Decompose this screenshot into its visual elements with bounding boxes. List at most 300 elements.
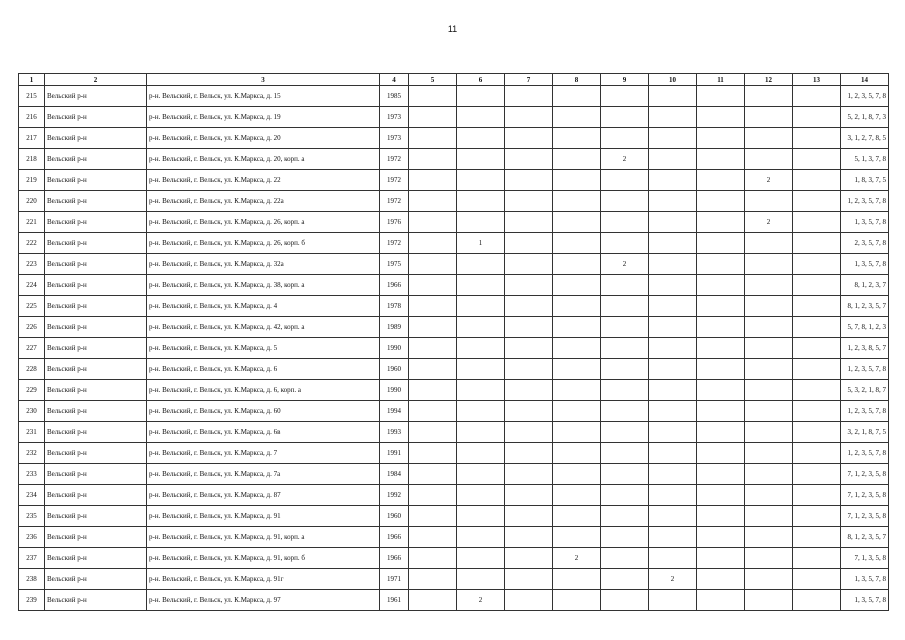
mark-cell-col-7	[505, 506, 553, 527]
mark-cell-col-6: 1	[457, 233, 505, 254]
mark-cell-col-10	[649, 317, 697, 338]
mark-cell-col-5	[409, 107, 457, 128]
row-number-cell: 222	[19, 233, 45, 254]
mark-cell-col-12	[745, 464, 793, 485]
mark-cell-col-9	[601, 485, 649, 506]
table-row	[19, 170, 889, 191]
table-row	[19, 212, 889, 233]
mark-cell-col-7	[505, 590, 553, 611]
mark-cell-col-9	[601, 275, 649, 296]
row-number-cell: 232	[19, 443, 45, 464]
row-number-cell: 224	[19, 275, 45, 296]
mark-cell-col-9	[601, 191, 649, 212]
mark-cell-col-8	[553, 317, 601, 338]
codes-cell: 1, 2, 3, 5, 7, 8	[841, 401, 889, 422]
year-cell: 1973	[380, 107, 409, 128]
mark-cell-col-8	[553, 296, 601, 317]
row-number-cell: 233	[19, 464, 45, 485]
mark-cell-col-9	[601, 170, 649, 191]
mark-cell-col-8	[553, 191, 601, 212]
year-cell: 1972	[380, 170, 409, 191]
mark-cell-col-10	[649, 380, 697, 401]
district-cell: Вельский р-н	[45, 233, 147, 254]
mark-cell-col-7	[505, 422, 553, 443]
mark-cell-col-13	[793, 548, 841, 569]
mark-cell-col-10	[649, 359, 697, 380]
codes-cell: 1, 3, 5, 7, 8	[841, 254, 889, 275]
table-row	[19, 233, 889, 254]
mark-cell-col-11	[697, 590, 745, 611]
codes-cell: 7, 1, 2, 3, 5, 8	[841, 464, 889, 485]
mark-cell-col-5	[409, 338, 457, 359]
header-row	[19, 74, 889, 86]
mark-cell-col-6	[457, 212, 505, 233]
mark-cell-col-7	[505, 233, 553, 254]
mark-cell-col-11	[697, 422, 745, 443]
row-number-cell: 236	[19, 527, 45, 548]
year-cell: 1990	[380, 380, 409, 401]
mark-cell-col-12	[745, 548, 793, 569]
row-number-cell: 220	[19, 191, 45, 212]
mark-cell-col-7	[505, 149, 553, 170]
year-cell: 1966	[380, 527, 409, 548]
mark-cell-col-7	[505, 191, 553, 212]
mark-cell-col-8	[553, 485, 601, 506]
mark-cell-col-8	[553, 170, 601, 191]
district-cell: Вельский р-н	[45, 254, 147, 275]
mark-cell-col-8: 2	[553, 548, 601, 569]
codes-cell: 1, 2, 3, 5, 7, 8	[841, 191, 889, 212]
mark-cell-col-6	[457, 170, 505, 191]
mark-cell-col-8	[553, 107, 601, 128]
mark-cell-col-13	[793, 233, 841, 254]
mark-cell-col-9	[601, 380, 649, 401]
mark-cell-col-12	[745, 296, 793, 317]
mark-cell-col-8	[553, 401, 601, 422]
district-cell: Вельский р-н	[45, 401, 147, 422]
mark-cell-col-5	[409, 527, 457, 548]
mark-cell-col-8	[553, 149, 601, 170]
address-cell: р-н. Вельский, г. Вельск, ул. К.Маркса, д. 6	[147, 359, 380, 380]
mark-cell-col-9	[601, 443, 649, 464]
mark-cell-col-6	[457, 128, 505, 149]
table-row	[19, 401, 889, 422]
mark-cell-col-6	[457, 506, 505, 527]
mark-cell-col-13	[793, 506, 841, 527]
mark-cell-col-10	[649, 296, 697, 317]
mark-cell-col-9	[601, 422, 649, 443]
address-cell: р-н. Вельский, г. Вельск, ул. К.Маркса, д. 26, корп. а	[147, 212, 380, 233]
district-cell: Вельский р-н	[45, 128, 147, 149]
codes-cell: 1, 2, 3, 5, 7, 8	[841, 86, 889, 107]
mark-cell-col-12	[745, 149, 793, 170]
mark-cell-col-6	[457, 107, 505, 128]
mark-cell-col-10	[649, 548, 697, 569]
district-cell: Вельский р-н	[45, 191, 147, 212]
mark-cell-col-6	[457, 422, 505, 443]
mark-cell-col-7	[505, 296, 553, 317]
mark-cell-col-12	[745, 590, 793, 611]
mark-cell-col-13	[793, 422, 841, 443]
district-cell: Вельский р-н	[45, 380, 147, 401]
address-cell: р-н. Вельский, г. Вельск, ул. К.Маркса, д. 22	[147, 170, 380, 191]
codes-cell: 1, 2, 3, 8, 5, 7	[841, 338, 889, 359]
year-cell: 1961	[380, 590, 409, 611]
codes-cell: 2, 3, 5, 7, 8	[841, 233, 889, 254]
table-row	[19, 128, 889, 149]
mark-cell-col-13	[793, 401, 841, 422]
row-number-cell: 228	[19, 359, 45, 380]
mark-cell-col-9	[601, 212, 649, 233]
mark-cell-col-7	[505, 380, 553, 401]
mark-cell-col-9	[601, 506, 649, 527]
mark-cell-col-6	[457, 485, 505, 506]
codes-cell: 5, 3, 2, 1, 8, 7	[841, 380, 889, 401]
mark-cell-col-6	[457, 569, 505, 590]
mark-cell-col-10	[649, 506, 697, 527]
address-cell: р-н. Вельский, г. Вельск, ул. К.Маркса, д. 15	[147, 86, 380, 107]
mark-cell-col-8	[553, 422, 601, 443]
page-number: 11	[447, 24, 458, 34]
district-cell: Вельский р-н	[45, 338, 147, 359]
mark-cell-col-7	[505, 359, 553, 380]
mark-cell-col-12: 2	[745, 170, 793, 191]
column-header-8: 8	[553, 74, 601, 86]
year-cell: 1973	[380, 128, 409, 149]
mark-cell-col-9	[601, 590, 649, 611]
mark-cell-col-9	[601, 107, 649, 128]
year-cell: 1978	[380, 296, 409, 317]
address-cell: р-н. Вельский, г. Вельск, ул. К.Маркса, д. 6, корп. а	[147, 380, 380, 401]
row-number-cell: 221	[19, 212, 45, 233]
mark-cell-col-5	[409, 254, 457, 275]
district-cell: Вельский р-н	[45, 506, 147, 527]
mark-cell-col-9	[601, 296, 649, 317]
year-cell: 1990	[380, 338, 409, 359]
mark-cell-col-5	[409, 569, 457, 590]
mark-cell-col-8	[553, 233, 601, 254]
mark-cell-col-7	[505, 275, 553, 296]
column-header-1: 1	[19, 74, 45, 86]
address-cell: р-н. Вельский, г. Вельск, ул. К.Маркса, д. 20, корп. а	[147, 149, 380, 170]
mark-cell-col-5	[409, 506, 457, 527]
row-number-cell: 231	[19, 422, 45, 443]
mark-cell-col-10	[649, 464, 697, 485]
year-cell: 1992	[380, 485, 409, 506]
mark-cell-col-12	[745, 401, 793, 422]
district-cell: Вельский р-н	[45, 317, 147, 338]
district-cell: Вельский р-н	[45, 170, 147, 191]
mark-cell-col-12	[745, 485, 793, 506]
mark-cell-col-6	[457, 338, 505, 359]
mark-cell-col-10	[649, 191, 697, 212]
mark-cell-col-9	[601, 233, 649, 254]
mark-cell-col-13	[793, 485, 841, 506]
mark-cell-col-7	[505, 548, 553, 569]
year-cell: 1972	[380, 233, 409, 254]
mark-cell-col-13	[793, 359, 841, 380]
mark-cell-col-5	[409, 296, 457, 317]
mark-cell-col-5	[409, 464, 457, 485]
table-row	[19, 275, 889, 296]
address-cell: р-н. Вельский, г. Вельск, ул. К.Маркса, д. 20	[147, 128, 380, 149]
mark-cell-col-9	[601, 338, 649, 359]
address-cell: р-н. Вельский, г. Вельск, ул. К.Маркса, д. 91, корп. б	[147, 548, 380, 569]
mark-cell-col-8	[553, 527, 601, 548]
table-row	[19, 443, 889, 464]
mark-cell-col-13	[793, 443, 841, 464]
codes-cell: 5, 7, 8, 1, 2, 3	[841, 317, 889, 338]
mark-cell-col-11	[697, 86, 745, 107]
mark-cell-col-13	[793, 464, 841, 485]
mark-cell-col-13	[793, 275, 841, 296]
mark-cell-col-12	[745, 233, 793, 254]
mark-cell-col-11	[697, 128, 745, 149]
mark-cell-col-10	[649, 485, 697, 506]
mark-cell-col-8	[553, 275, 601, 296]
address-cell: р-н. Вельский, г. Вельск, ул. К.Маркса, д. 4	[147, 296, 380, 317]
table-row	[19, 485, 889, 506]
mark-cell-col-5	[409, 317, 457, 338]
mark-cell-col-6	[457, 464, 505, 485]
mark-cell-col-12: 2	[745, 212, 793, 233]
address-cell: р-н. Вельский, г. Вельск, ул. К.Маркса, д. 6в	[147, 422, 380, 443]
mark-cell-col-10	[649, 86, 697, 107]
row-number-cell: 225	[19, 296, 45, 317]
table-row	[19, 107, 889, 128]
mark-cell-col-5	[409, 275, 457, 296]
mark-cell-col-9	[601, 128, 649, 149]
table-row	[19, 590, 889, 611]
address-cell: р-н. Вельский, г. Вельск, ул. К.Маркса, д. 22а	[147, 191, 380, 212]
codes-cell: 1, 2, 3, 5, 7, 8	[841, 443, 889, 464]
mark-cell-col-8	[553, 380, 601, 401]
mark-cell-col-5	[409, 590, 457, 611]
mark-cell-col-9	[601, 464, 649, 485]
mark-cell-col-8	[553, 443, 601, 464]
mark-cell-col-5	[409, 422, 457, 443]
codes-cell: 7, 1, 3, 5, 8	[841, 548, 889, 569]
codes-cell: 5, 1, 3, 7, 8	[841, 149, 889, 170]
mark-cell-col-5	[409, 548, 457, 569]
mark-cell-col-5	[409, 149, 457, 170]
row-number-cell: 226	[19, 317, 45, 338]
mark-cell-col-5	[409, 170, 457, 191]
year-cell: 1994	[380, 401, 409, 422]
mark-cell-col-9	[601, 86, 649, 107]
mark-cell-col-7	[505, 485, 553, 506]
district-cell: Вельский р-н	[45, 359, 147, 380]
mark-cell-col-10	[649, 527, 697, 548]
address-cell: р-н. Вельский, г. Вельск, ул. К.Маркса, д. 91, корп. а	[147, 527, 380, 548]
mark-cell-col-6	[457, 443, 505, 464]
district-cell: Вельский р-н	[45, 107, 147, 128]
row-number-cell: 216	[19, 107, 45, 128]
district-cell: Вельский р-н	[45, 443, 147, 464]
district-cell: Вельский р-н	[45, 422, 147, 443]
mark-cell-col-12	[745, 254, 793, 275]
mark-cell-col-7	[505, 86, 553, 107]
mark-cell-col-11	[697, 401, 745, 422]
codes-cell: 8, 1, 2, 3, 7	[841, 275, 889, 296]
codes-cell: 3, 2, 1, 8, 7, 5	[841, 422, 889, 443]
mark-cell-col-8	[553, 338, 601, 359]
codes-cell: 1, 2, 3, 5, 7, 8	[841, 359, 889, 380]
year-cell: 1991	[380, 443, 409, 464]
year-cell: 1975	[380, 254, 409, 275]
mark-cell-col-9: 2	[601, 254, 649, 275]
district-cell: Вельский р-н	[45, 527, 147, 548]
year-cell: 1972	[380, 149, 409, 170]
mark-cell-col-5	[409, 359, 457, 380]
row-number-cell: 217	[19, 128, 45, 149]
column-header-9: 9	[601, 74, 649, 86]
row-number-cell: 234	[19, 485, 45, 506]
table-body	[19, 86, 889, 611]
mark-cell-col-12	[745, 317, 793, 338]
mark-cell-col-8	[553, 590, 601, 611]
mark-cell-col-8	[553, 212, 601, 233]
mark-cell-col-9: 2	[601, 149, 649, 170]
mark-cell-col-12	[745, 422, 793, 443]
mark-cell-col-12	[745, 506, 793, 527]
column-header-14: 14	[841, 74, 889, 86]
mark-cell-col-7	[505, 317, 553, 338]
address-cell: р-н. Вельский, г. Вельск, ул. К.Маркса, д. 19	[147, 107, 380, 128]
mark-cell-col-11	[697, 107, 745, 128]
mark-cell-col-13	[793, 296, 841, 317]
mark-cell-col-11	[697, 149, 745, 170]
mark-cell-col-7	[505, 443, 553, 464]
mark-cell-col-9	[601, 569, 649, 590]
mark-cell-col-7	[505, 107, 553, 128]
year-cell: 1993	[380, 422, 409, 443]
table-row	[19, 338, 889, 359]
mark-cell-col-8	[553, 359, 601, 380]
mark-cell-col-10	[649, 107, 697, 128]
mark-cell-col-6	[457, 86, 505, 107]
district-cell: Вельский р-н	[45, 464, 147, 485]
codes-cell: 5, 2, 1, 8, 7, 3	[841, 107, 889, 128]
mark-cell-col-6	[457, 254, 505, 275]
mark-cell-col-7	[505, 254, 553, 275]
address-cell: р-н. Вельский, г. Вельск, ул. К.Маркса, д. 97	[147, 590, 380, 611]
mark-cell-col-10	[649, 233, 697, 254]
district-cell: Вельский р-н	[45, 296, 147, 317]
mark-cell-col-12	[745, 338, 793, 359]
mark-cell-col-6	[457, 275, 505, 296]
column-header-11: 11	[697, 74, 745, 86]
table-row	[19, 527, 889, 548]
address-cell: р-н. Вельский, г. Вельск, ул. К.Маркса, д. 5	[147, 338, 380, 359]
mark-cell-col-13	[793, 380, 841, 401]
district-cell: Вельский р-н	[45, 548, 147, 569]
year-cell: 1985	[380, 86, 409, 107]
address-cell: р-н. Вельский, г. Вельск, ул. К.Маркса, д. 91г	[147, 569, 380, 590]
mark-cell-col-5	[409, 86, 457, 107]
mark-cell-col-6	[457, 380, 505, 401]
mark-cell-col-8	[553, 569, 601, 590]
mark-cell-col-7	[505, 569, 553, 590]
mark-cell-col-11	[697, 338, 745, 359]
district-cell: Вельский р-н	[45, 275, 147, 296]
year-cell: 1984	[380, 464, 409, 485]
mark-cell-col-12	[745, 569, 793, 590]
row-number-cell: 235	[19, 506, 45, 527]
address-cell: р-н. Вельский, г. Вельск, ул. К.Маркса, д. 42, корп. а	[147, 317, 380, 338]
mark-cell-col-10	[649, 422, 697, 443]
codes-cell: 8, 1, 2, 3, 5, 7	[841, 527, 889, 548]
mark-cell-col-6: 2	[457, 590, 505, 611]
mark-cell-col-9	[601, 317, 649, 338]
column-header-6: 6	[457, 74, 505, 86]
mark-cell-col-11	[697, 464, 745, 485]
mark-cell-col-13	[793, 527, 841, 548]
mark-cell-col-11	[697, 233, 745, 254]
mark-cell-col-12	[745, 359, 793, 380]
mark-cell-col-10	[649, 170, 697, 191]
mark-cell-col-13	[793, 170, 841, 191]
mark-cell-col-6	[457, 296, 505, 317]
table-row	[19, 191, 889, 212]
mark-cell-col-13	[793, 149, 841, 170]
mark-cell-col-5	[409, 233, 457, 254]
row-number-cell: 223	[19, 254, 45, 275]
mark-cell-col-13	[793, 107, 841, 128]
mark-cell-col-10	[649, 128, 697, 149]
mark-cell-col-13	[793, 590, 841, 611]
mark-cell-col-11	[697, 275, 745, 296]
mark-cell-col-6	[457, 191, 505, 212]
mark-cell-col-11	[697, 506, 745, 527]
year-cell: 1971	[380, 569, 409, 590]
mark-cell-col-10	[649, 443, 697, 464]
mark-cell-col-12	[745, 380, 793, 401]
column-header-5: 5	[409, 74, 457, 86]
column-header-4: 4	[380, 74, 409, 86]
column-header-12: 12	[745, 74, 793, 86]
codes-cell: 7, 1, 2, 3, 5, 8	[841, 485, 889, 506]
mark-cell-col-7	[505, 401, 553, 422]
mark-cell-col-10	[649, 149, 697, 170]
table-row	[19, 548, 889, 569]
mark-cell-col-10	[649, 590, 697, 611]
row-number-cell: 239	[19, 590, 45, 611]
address-cell: р-н. Вельский, г. Вельск, ул. К.Маркса, д. 26, корп. б	[147, 233, 380, 254]
table-row	[19, 254, 889, 275]
table-row	[19, 464, 889, 485]
year-cell: 1960	[380, 506, 409, 527]
mark-cell-col-12	[745, 128, 793, 149]
district-cell: Вельский р-н	[45, 86, 147, 107]
mark-cell-col-13	[793, 191, 841, 212]
codes-cell: 1, 3, 5, 7, 8	[841, 590, 889, 611]
mark-cell-col-11	[697, 170, 745, 191]
mark-cell-col-11	[697, 254, 745, 275]
table-row	[19, 422, 889, 443]
mark-cell-col-13	[793, 212, 841, 233]
address-cell: р-н. Вельский, г. Вельск, ул. К.Маркса, д. 38, корп. а	[147, 275, 380, 296]
row-number-cell: 237	[19, 548, 45, 569]
year-cell: 1976	[380, 212, 409, 233]
mark-cell-col-8	[553, 128, 601, 149]
mark-cell-col-11	[697, 191, 745, 212]
year-cell: 1989	[380, 317, 409, 338]
district-cell: Вельский р-н	[45, 485, 147, 506]
row-number-cell: 219	[19, 170, 45, 191]
codes-cell: 8, 1, 2, 3, 5, 7	[841, 296, 889, 317]
mark-cell-col-8	[553, 86, 601, 107]
